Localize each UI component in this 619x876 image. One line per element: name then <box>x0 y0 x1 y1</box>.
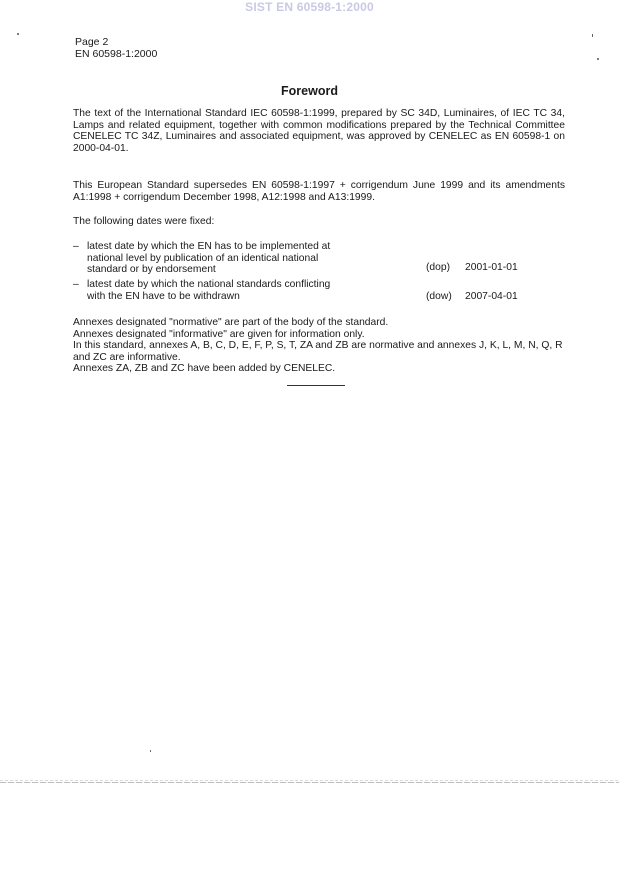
scan-artifact-line <box>0 782 619 783</box>
scan-speck <box>150 750 151 752</box>
date-item-dop <box>73 241 565 275</box>
annex-line: Annexes designated "normative" are part of the body of the standard. <box>73 317 389 328</box>
page-number: Page 2 <box>75 36 109 48</box>
date-code: (dop) <box>426 261 451 273</box>
dash-bullet: – <box>73 241 79 252</box>
supersedes-paragraph: This European Standard supersedes EN 60598-1:1997 + corrigendum June 1999 and its amendments A1:1998 + corrigendum December 1998, A12:1998 and A13:1999. <box>73 180 565 203</box>
date-description: latest date by which the EN has to be implemented at national level by publication of an identical national standard or by endorsement <box>87 241 331 275</box>
dates-intro: The following dates were fixed: <box>73 216 215 227</box>
document-id: EN 60598-1:2000 <box>75 48 158 60</box>
date-item-dow <box>73 279 565 302</box>
annexes-block <box>73 317 565 375</box>
dates-list <box>73 241 565 306</box>
date-value: 2007-04-01 <box>465 290 518 302</box>
scan-speck <box>17 33 19 35</box>
date-value: 2001-01-01 <box>465 261 518 273</box>
annex-line: In this standard, annexes A, B, C, D, E, F, P, S, T, ZA and ZB are normative and annexes J, K, L, M, N, Q, R and ZC are informative. <box>73 340 563 363</box>
page-header <box>75 36 157 60</box>
annex-line: Annexes ZA, ZB and ZC have been added by CENELEC. <box>73 363 336 374</box>
scan-artifact-line <box>0 780 619 781</box>
scan-speck <box>592 34 593 37</box>
page-title: Foreword <box>281 84 338 98</box>
date-code: (dow) <box>426 290 452 302</box>
date-description: latest date by which the national standards conflicting with the EN have to be withdrawn <box>87 279 331 302</box>
dash-bullet: – <box>73 279 79 290</box>
intro-paragraph: The text of the International Standard IEC 60598-1:1999, prepared by SC 34D, Luminaires, of IEC TC 34, Lamps and related equipment, together with common modifications prepared by the Technical Committee CENELEC TC 34Z, Luminaires and associated equipment, was approved by CENELEC as EN 60598-1 on 2000-04-01. <box>73 108 565 154</box>
watermark: SIST EN 60598-1:2000 <box>245 0 374 14</box>
annex-line: Annexes designated "informative" are given for information only. <box>73 328 365 340</box>
scan-speck <box>597 58 599 60</box>
end-rule-divider <box>287 385 345 386</box>
